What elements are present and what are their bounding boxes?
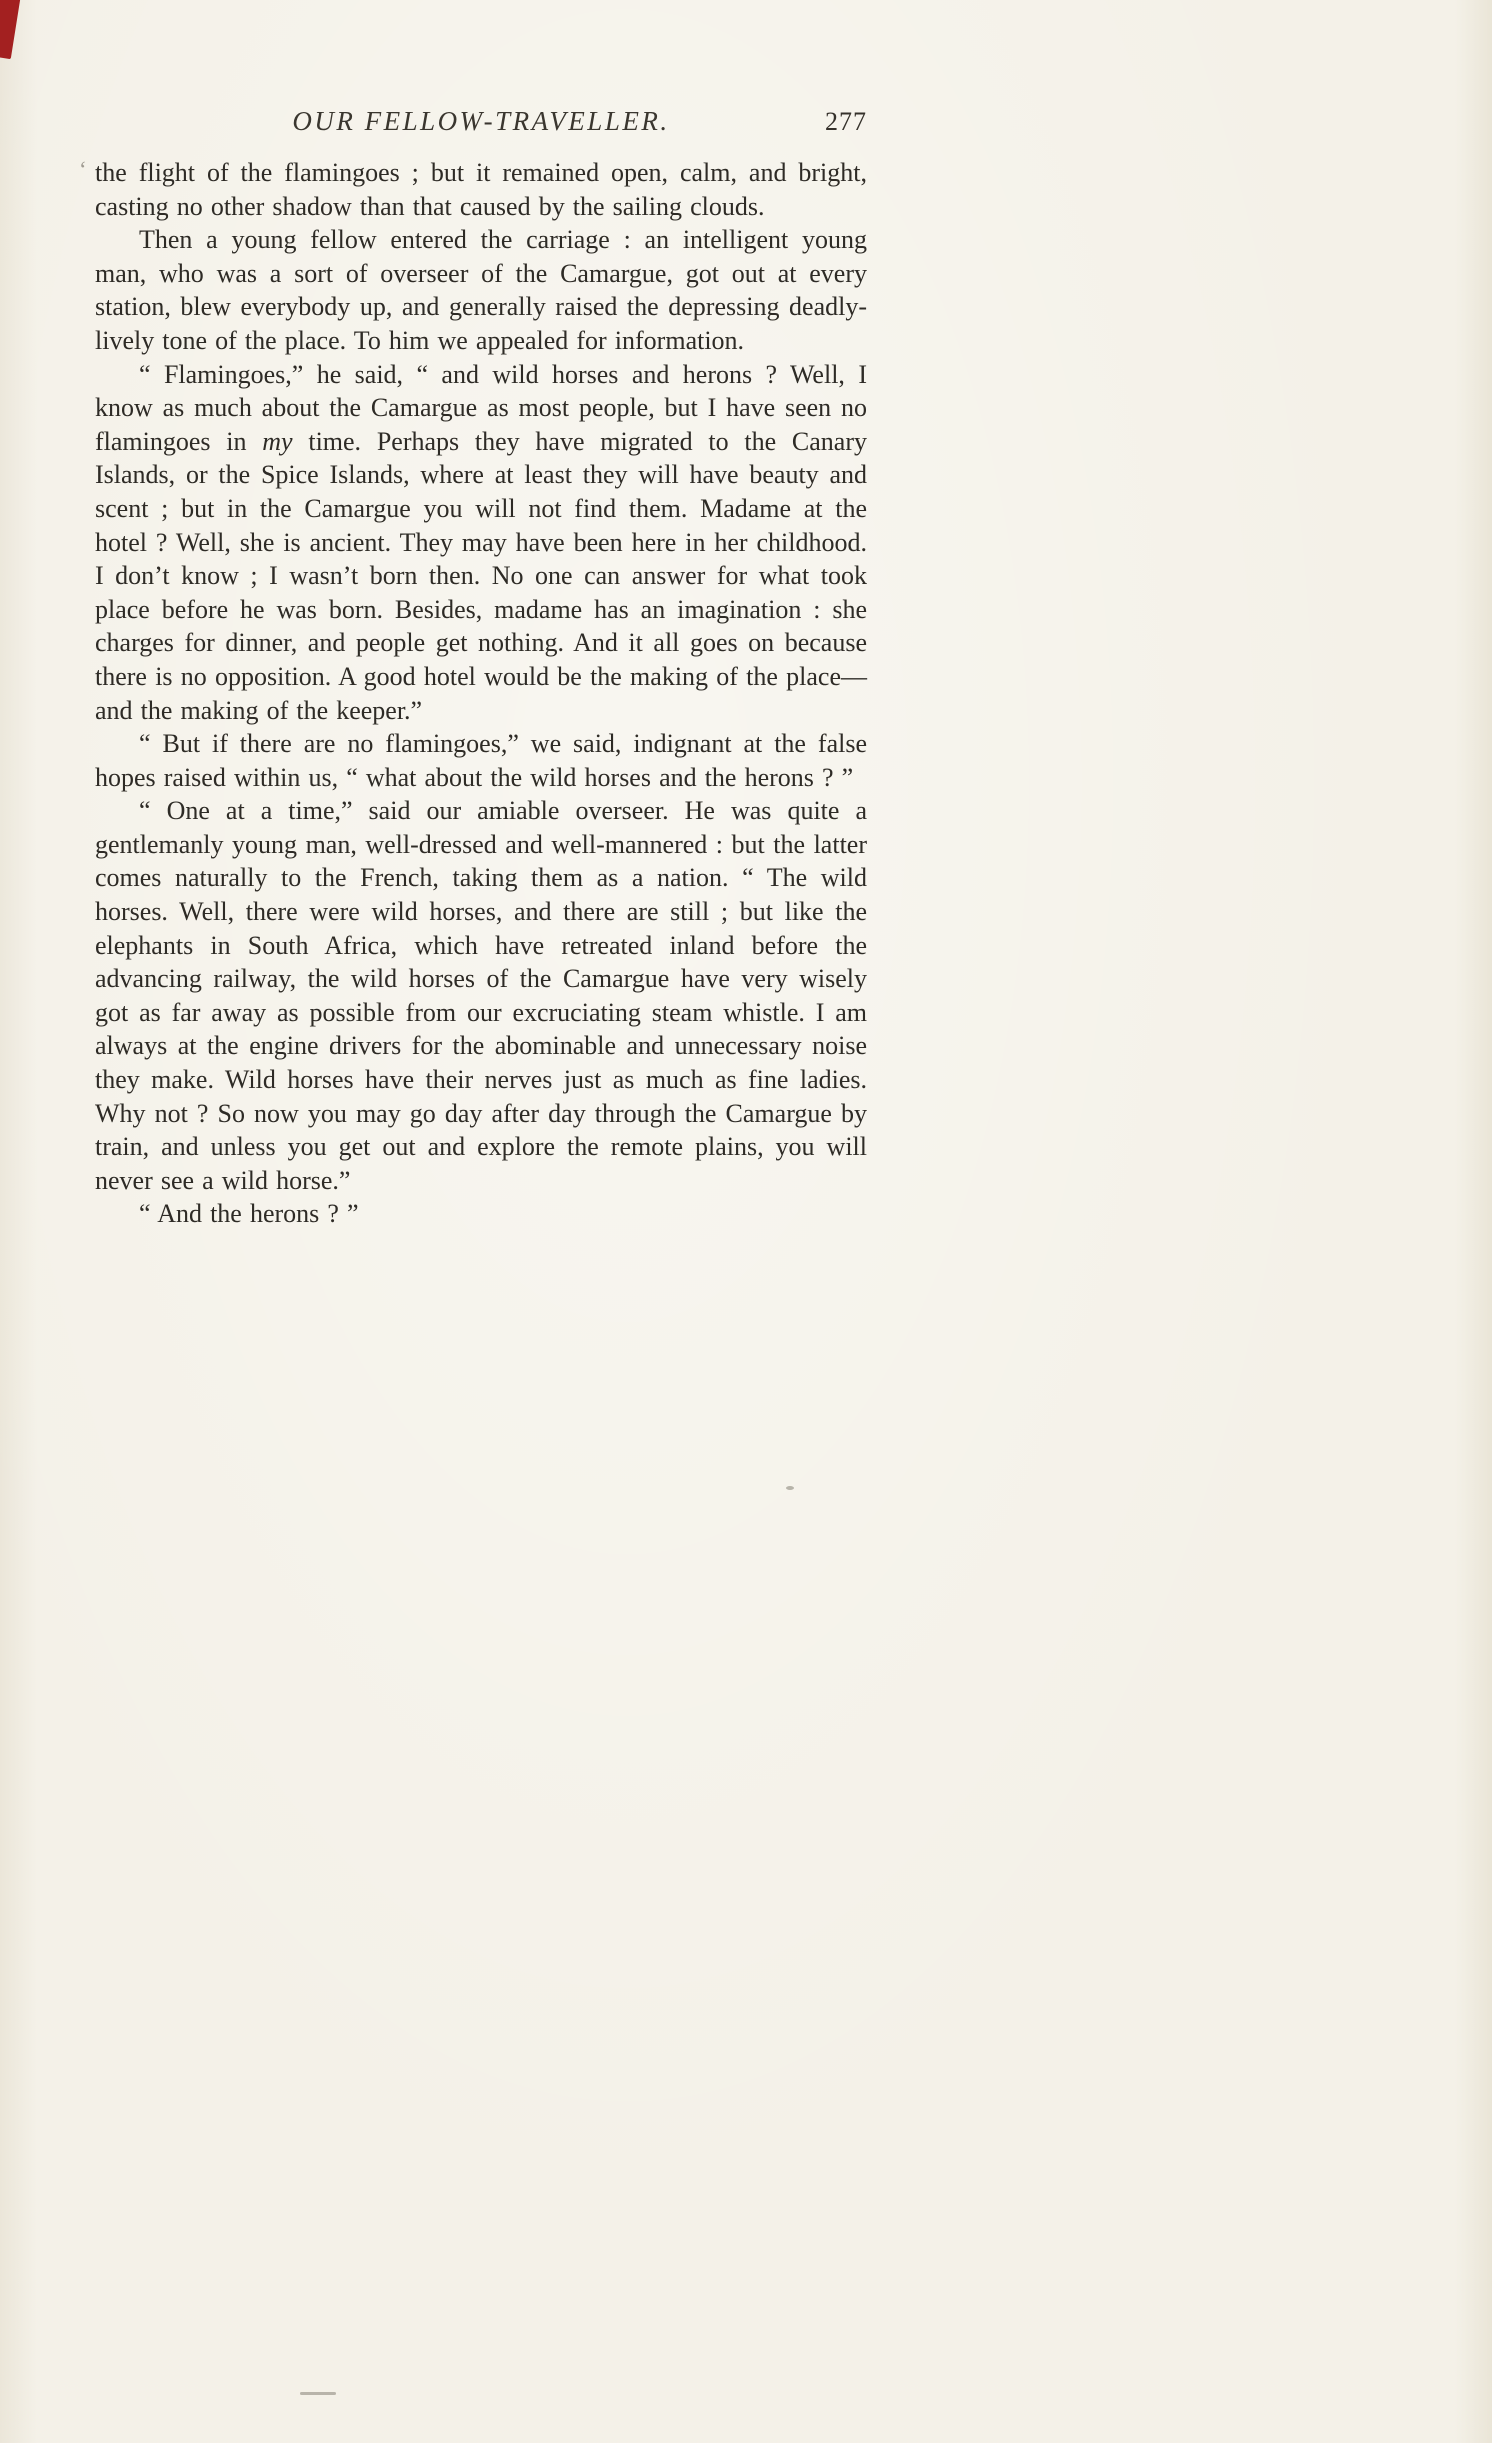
paragraph	[95, 1197, 867, 1231]
scan-artifact-dash	[300, 2392, 336, 2395]
page-number: 277	[825, 107, 867, 136]
scan-artifact-dot	[786, 1486, 794, 1490]
scan-artifact-quote-mark: ‘	[79, 157, 87, 182]
paragraph	[95, 794, 867, 1197]
text-run: “ Flamingoes,” he said, “ and wild horses and herons ? Well, I know as much about the Camargue as most people, but I have seen no flamingoes in	[95, 359, 867, 456]
body-text	[95, 156, 867, 1231]
red-edge-mark	[0, 0, 21, 59]
paragraph	[95, 156, 867, 223]
text-run: “ One at a time,” said our amiable overseer. He was quite a gentlemanly young man, well-dressed and well-mannered : but the latter comes naturally to the French, taking them as a nation. “ The wild horses. Well, there were wild horses, and there are still ; but like the elephants in South Africa, which have retreated inland before the advancing railway, the wild horses of the Camargue have very wisely got as far away as possible from our excruciating steam whistle. I am always at the engine drivers for the abominable and unnecessary noise they make. Wild horses have their nerves just as much as fine ladies. Why not ? So now you may go day after day through the Camargue by train, and unless you get out and explore the remote plains, you will never see a wild horse.”	[95, 796, 867, 1195]
paragraph	[95, 727, 867, 794]
italic-text-run: my	[262, 426, 293, 456]
text-run: “ But if there are no flamingoes,” we said, indignant at the false hopes raised within us, “ what about the wild horses and the herons ? ”	[95, 729, 867, 792]
text-run: time. Perhaps they have migrated to the Canary Islands, or the Spice Islands, where at least they will have beauty and scent ; but in the Camargue you will not find them. Madame at the hotel ? Well, she is ancient. They may have been here in her childhood. I don’t know ; I wasn’t born then. No one can answer for what took place before he was born. Besides, madame has an imagination : she charges for dinner, and people get nothing. And it all goes on because there is no opposition. A good hotel would be the making of the place—and the making of the keeper.”	[95, 426, 867, 725]
page-header	[95, 106, 867, 146]
text-run: Then a young fellow entered the carriage : an intelligent young man, who was a sort of overseer of the Camargue, got out at every station, blew everybody up, and generally raised the depressing deadly-lively tone of the place. To him we appealed for information.	[95, 225, 867, 355]
running-head-title: OUR FELLOW-TRAVELLER.	[292, 106, 670, 136]
text-run: the flight of the flamingoes ; but it remained open, calm, and bright, casting no other shadow than that caused by the sailing clouds.	[95, 158, 867, 221]
paragraph	[95, 358, 867, 728]
paragraph	[95, 223, 867, 357]
text-run: “ And the herons ? ”	[139, 1199, 359, 1229]
